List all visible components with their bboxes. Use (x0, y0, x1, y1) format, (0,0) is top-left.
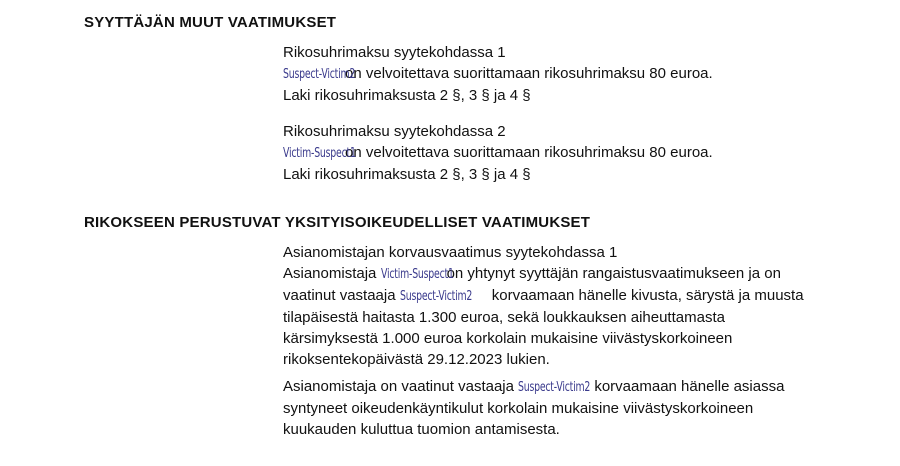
redaction-tag: Suspect-Victim2 (518, 380, 591, 395)
claim-text-line (283, 263, 804, 285)
fine-obligation-text: on velvoitettava suorittamaan rikosuhrimaksu 80 euroa. (345, 144, 713, 161)
section-heading-other-demands: SYYTTÄJÄN MUUT VAATIMUKSET (84, 14, 337, 31)
fine-obligation-text: on velvoitettava suorittamaan rikosuhrimaksu 80 euroa. (345, 65, 713, 82)
claim-text-line: kuukauden kuluttua tuomion antamisesta. (283, 421, 560, 438)
claim-text-fragment: on yhtynyt syyttäjän rangaistusvaatimukseen ja on (446, 265, 781, 282)
fine-obligation (283, 63, 713, 85)
fine-title: Rikosuhrimaksu syytekohdassa 2 (283, 123, 506, 140)
fine-block-charge-1 (283, 42, 713, 106)
fine-obligation (283, 142, 713, 164)
claim-text-fragment: korvaamaan hänelle asiassa (594, 378, 785, 395)
redaction-tag: Suspect-Victim2 (399, 289, 472, 304)
fine-title: Rikosuhrimaksu syytekohdassa 1 (283, 44, 506, 61)
redaction-tag: Suspect-Victim2 (283, 67, 356, 82)
section-heading-private-claims: RIKOKSEEN PERUSTUVAT YKSITYISOIKEUDELLISET VAATIMUKSET (84, 214, 591, 231)
claim-text-line: kärsimyksestä 1.000 euroa korkolain mukaisine viivästyskorkoineen (283, 330, 733, 347)
claim-block-charge-1 (283, 242, 804, 370)
redaction-tag: Victim-Suspect1 (283, 146, 356, 161)
claim-title: Asianomistajan korvausvaatimus syytekohdassa 1 (283, 244, 618, 261)
claim-text-line: rikoksentekopäivästä 29.12.2023 lukien. (283, 351, 550, 368)
fine-block-charge-2 (283, 121, 713, 185)
claim-text-fragment: vaatinut vastaaja (283, 287, 396, 304)
claim-block-costs (283, 376, 784, 440)
claim-text-line (283, 376, 784, 398)
claim-text-fragment: Asianomistaja on vaatinut vastaaja (283, 378, 514, 395)
fine-law-reference: Laki rikosuhrimaksusta 2 §, 3 § ja 4 § (283, 87, 531, 104)
claim-text-line (283, 285, 804, 307)
claim-text-line: syntyneet oikeudenkäyntikulut korkolain mukaisine viivästyskorkoineen (283, 400, 754, 417)
claim-text-fragment: Asianomistaja (283, 265, 377, 282)
claim-text-fragment: korvaamaan hänelle kivusta, särystä ja muusta (491, 287, 804, 304)
redaction-tag: Victim-Suspect1 (380, 267, 454, 282)
fine-law-reference: Laki rikosuhrimaksusta 2 §, 3 § ja 4 § (283, 166, 531, 183)
claim-text-line: tilapäisestä haitasta 1.300 euroa, sekä loukkauksen aiheuttamasta (283, 309, 725, 326)
